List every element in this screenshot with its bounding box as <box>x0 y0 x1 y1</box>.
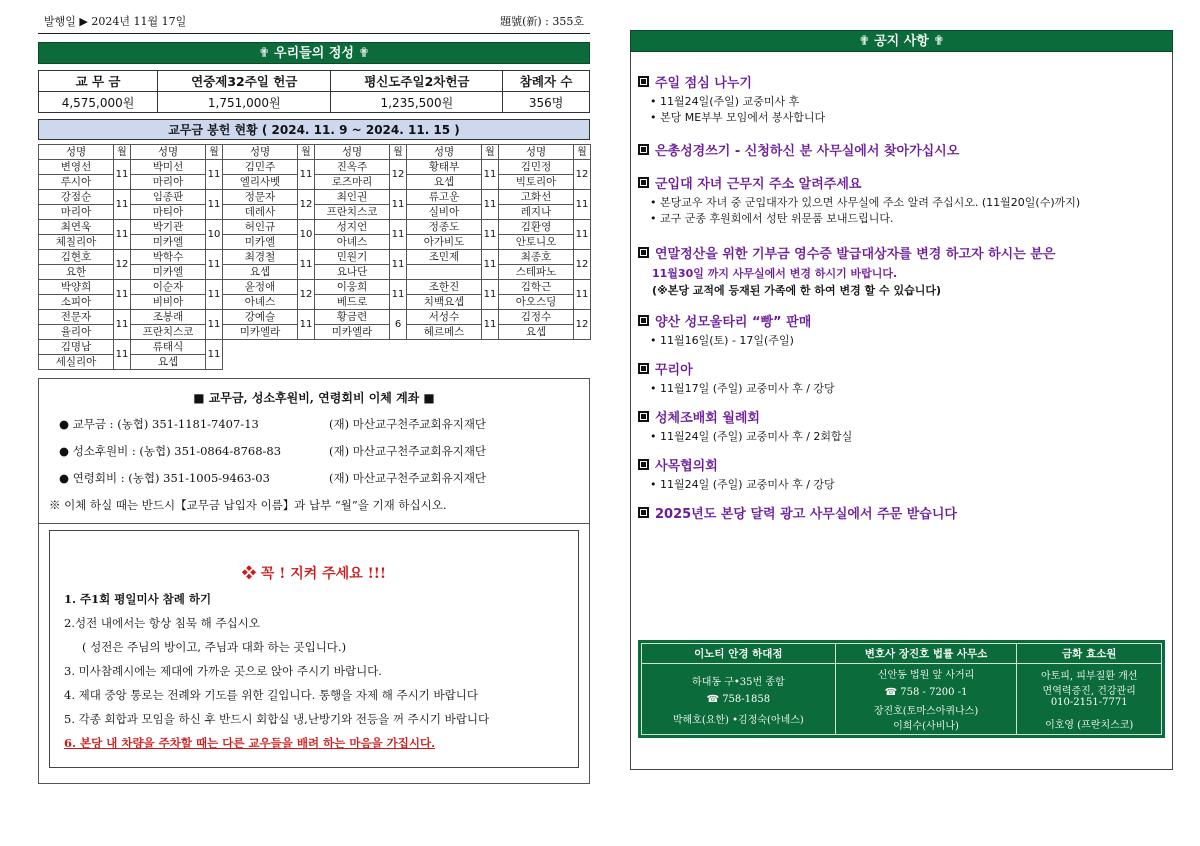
member-name: 변영선 <box>39 160 114 175</box>
square-bullet-icon <box>638 363 649 374</box>
member-baptismal-name: 요셉 <box>407 175 482 190</box>
member-name: 서성수 <box>407 310 482 325</box>
member-baptismal-name: 안토니오 <box>499 235 574 250</box>
col-header-name: 성명 <box>407 145 482 160</box>
rule-item: 3. 미사참례시에는 제대에 가까운 곳으로 앉아 주시기 바랍니다. <box>64 664 382 678</box>
member-month: 11 <box>482 280 499 310</box>
square-bullet-icon <box>638 411 649 422</box>
member-month: 11 <box>114 220 131 250</box>
member-name: 고화선 <box>499 190 574 205</box>
member-month: 12 <box>574 250 591 280</box>
member-name: 민원기 <box>315 250 390 265</box>
ad-line: 박해호(요한) •김정숙(아녜스) <box>672 714 804 726</box>
notice-heading-text: 2025년도 본당 달력 광고 사무실에서 주문 받습니다 <box>655 507 957 522</box>
member-baptismal-name: 로즈마리 <box>315 175 390 190</box>
rule-item: 4. 제대 중앙 통로는 전례와 기도를 위한 길입니다. 통행을 자제 해 주시기 바랍니다 <box>64 688 478 702</box>
member-baptismal-name: 미카엘 <box>131 235 206 250</box>
notice-detail: • 11월24일(주일) 교중미사 후 <box>650 94 1165 110</box>
member-baptismal-name: 세실리아 <box>39 355 114 370</box>
member-name: 최경철 <box>223 250 298 265</box>
member-month: 12 <box>298 190 315 220</box>
ad-line: 이호영 (프란치스코) <box>1045 720 1134 731</box>
account-number: ● 성소후원비 : (농협) 351-0864-8768-83 <box>59 444 282 458</box>
member-month: 11 <box>482 160 499 190</box>
member-baptismal-name: 마티아 <box>131 205 206 220</box>
rules-outer <box>38 524 590 784</box>
ad-header: 이노티 안경 하대점 <box>642 644 836 664</box>
member-month: 12 <box>574 310 591 340</box>
offering-header: 교 무 금 <box>39 71 158 92</box>
ad-line: ☎ 758 - 7200 -1 <box>884 687 968 698</box>
notice-item <box>638 359 1165 397</box>
member-baptismal-name: 비비아 <box>131 295 206 310</box>
col-header-month: 월 <box>482 145 499 160</box>
member-month: 11 <box>114 340 131 370</box>
notice-item <box>638 173 1165 227</box>
member-name: 박기관 <box>131 220 206 235</box>
member-baptismal-name: 프란치스코 <box>131 325 206 340</box>
notice-heading <box>638 311 1165 330</box>
member-month: 11 <box>390 280 407 310</box>
member-name: 박미선 <box>131 160 206 175</box>
rule-item: 2.성전 내에서는 항상 침묵 해 주십시오 <box>64 616 260 630</box>
left-column <box>38 8 590 784</box>
notice-detail: • 본당 ME부부 모임에서 봉사합니다 <box>650 110 1165 126</box>
member-month: 11 <box>206 310 223 340</box>
member-name: 조한진 <box>407 280 482 295</box>
notice-heading <box>638 173 1165 192</box>
offering-header: 참례자 수 <box>503 71 590 92</box>
member-baptismal-name <box>407 265 482 280</box>
offering-list-title: 교무금 봉헌 현황 ( 2024. 11. 9 ~ 2024. 11. 15 ) <box>38 119 590 140</box>
col-header-month: 월 <box>114 145 131 160</box>
col-header-name: 성명 <box>499 145 574 160</box>
member-baptismal-name: 미카엘 <box>223 235 298 250</box>
member-month: 11 <box>390 250 407 280</box>
notice-heading-text: 꾸리아 <box>655 363 693 378</box>
member-name: 류고운 <box>407 190 482 205</box>
member-name: 이웅희 <box>315 280 390 295</box>
member-name: 김학근 <box>499 280 574 295</box>
col-header-month: 월 <box>298 145 315 160</box>
member-name: 황금련 <box>315 310 390 325</box>
member-baptismal-name: 요셉 <box>499 325 574 340</box>
notice-item <box>638 455 1165 493</box>
member-baptismal-name: 베드로 <box>315 295 390 310</box>
col-header-month: 월 <box>390 145 407 160</box>
rule-item: 5. 각종 회합과 모임을 하신 후 반드시 회합실 냉,난방기와 전등을 꺼 주시기 바랍니다 <box>64 712 490 726</box>
member-month: 11 <box>206 250 223 280</box>
account-number: ● 연령회비 : (농협) 351-1005-9463-03 <box>59 471 270 485</box>
member-month: 12 <box>114 250 131 280</box>
col-header-name: 성명 <box>315 145 390 160</box>
notice-detail: • 11월24일 (주일) 교중미사 후 / 강당 <box>650 477 1165 493</box>
offering-title-bar: ✟ 우리들의 정성 ✟ <box>38 42 590 64</box>
member-baptismal-name: 레지나 <box>499 205 574 220</box>
notice-heading <box>638 243 1165 262</box>
member-name: 임종판 <box>131 190 206 205</box>
col-header-name: 성명 <box>131 145 206 160</box>
ad-line: ☎ 758-1858 <box>706 693 771 705</box>
rule-item: 6. 본당 내 차량을 주차할 때는 다른 교우들을 배려 하는 마음을 가집시다. <box>64 736 436 750</box>
notice-item <box>638 72 1165 126</box>
member-baptismal-name: 미카엘라 <box>315 325 390 340</box>
member-month: 10 <box>298 220 315 250</box>
offering-value: 1,751,000원 <box>158 92 331 113</box>
notice-heading <box>638 455 1165 474</box>
member-baptismal-name: 빅토리아 <box>499 175 574 190</box>
member-baptismal-name: 아녜스 <box>223 295 298 310</box>
notice-subheading: 11월30일 까지 사무실에서 변경 하시기 바랍니다. <box>652 267 898 280</box>
account-box <box>38 378 590 524</box>
member-month: 12 <box>298 280 315 310</box>
account-title: ■ 교무금, 성소후원비, 연령회비 이체 계좌 ■ <box>193 391 435 405</box>
member-baptismal-name: 요나단 <box>315 265 390 280</box>
col-header-name: 성명 <box>223 145 298 160</box>
square-bullet-icon <box>638 315 649 326</box>
ad-line: 장진호(토마스아퀴나스) <box>873 706 979 717</box>
col-header-month: 월 <box>574 145 591 160</box>
member-baptismal-name: 요셉 <box>131 355 206 370</box>
notice-heading-text: 양산 성모울타리 “빵” 판매 <box>655 315 812 330</box>
member-name: 김민정 <box>499 160 574 175</box>
notice-item <box>638 311 1165 349</box>
member-month: 11 <box>390 220 407 250</box>
issue-date: 발행일 ▶ 2024년 11월 17일 <box>44 14 187 28</box>
col-header-month: 월 <box>206 145 223 160</box>
member-month: 11 <box>482 190 499 220</box>
notice-note: (※본당 교적에 등재된 가족에 한 하여 변경 할 수 있습니다) <box>652 284 941 297</box>
member-name: 김환영 <box>499 220 574 235</box>
notice-heading-text: 사목협의회 <box>655 459 718 474</box>
ad-line: 신안동 법원 앞 사거리 <box>877 670 975 681</box>
member-month: 11 <box>574 190 591 220</box>
member-month: 11 <box>298 310 315 340</box>
ad-header: 금화 효소원 <box>1017 644 1162 664</box>
member-baptismal-name: 요셉 <box>223 265 298 280</box>
square-bullet-icon <box>638 507 649 518</box>
ad-cell <box>1017 664 1162 735</box>
member-baptismal-name: 마리아 <box>39 205 114 220</box>
member-month: 11 <box>114 310 131 340</box>
member-month: 6 <box>390 310 407 340</box>
rule-item: 1. 주1회 평일미사 참례 하기 <box>64 592 212 606</box>
member-month: 11 <box>574 280 591 310</box>
empty-cell <box>223 340 591 370</box>
notice-detail: • 11월24일 (주일) 교중미사 후 / 2회합실 <box>650 429 1165 445</box>
square-bullet-icon <box>638 76 649 87</box>
notice-item <box>638 140 1165 159</box>
member-month: 11 <box>482 220 499 250</box>
member-name: 최인권 <box>315 190 390 205</box>
member-name: 정문자 <box>223 190 298 205</box>
offering-header: 평신도주일2차헌금 <box>331 71 503 92</box>
member-baptismal-name: 헤르메스 <box>407 325 482 340</box>
square-bullet-icon <box>638 459 649 470</box>
member-month: 11 <box>298 160 315 190</box>
notice-heading <box>638 359 1165 378</box>
member-baptismal-name: 치백요셉 <box>407 295 482 310</box>
notice-detail: • 교구 군종 후원회에서 성탄 위문품 보내드립니다. <box>650 211 1165 227</box>
member-baptismal-name: 미카엘라 <box>223 325 298 340</box>
ad-line: 이희수(사비나) <box>893 721 959 732</box>
member-month: 12 <box>390 160 407 190</box>
notice-item <box>638 243 1165 299</box>
notice-detail: • 본당교우 자녀 중 군입대자가 있으면 사무실에 주소 알려 주십시오. (11월20일(수)까지) <box>650 195 1165 211</box>
member-baptismal-name: 프란치스코 <box>315 205 390 220</box>
col-header-name: 성명 <box>39 145 114 160</box>
square-bullet-icon <box>638 144 649 155</box>
member-baptismal-name: 마리아 <box>131 175 206 190</box>
member-baptismal-name: 체칠리아 <box>39 235 114 250</box>
member-month: 11 <box>390 190 407 220</box>
ad-line: 아토피, 피부질환 개선 <box>1040 671 1138 682</box>
notice-detail: • 11월16일(토) - 17일(주일) <box>650 333 1165 349</box>
member-baptismal-name: 아녜스 <box>315 235 390 250</box>
square-bullet-icon <box>638 177 649 188</box>
notice-list <box>638 72 1165 522</box>
notice-heading <box>638 72 1165 91</box>
member-name: 성지언 <box>315 220 390 235</box>
ads-box <box>638 640 1165 738</box>
member-name: 김정수 <box>499 310 574 325</box>
member-name: 김민주 <box>223 160 298 175</box>
member-baptismal-name: 아오스딩 <box>499 295 574 310</box>
member-name: 이순자 <box>131 280 206 295</box>
notice-heading-text: 주일 점심 나누기 <box>655 76 752 91</box>
account-owner: (재) 마산교구천주교회유지재단 <box>329 417 487 431</box>
account-line <box>59 416 579 432</box>
member-month: 11 <box>206 280 223 310</box>
notice-heading-text: 군입대 자녀 근무지 주소 알려주세요 <box>655 177 862 192</box>
ad-header: 변호사 장진호 법률 사무소 <box>835 644 1017 664</box>
member-name: 조민제 <box>407 250 482 265</box>
ad-line: 면역력증진, 건강관리 <box>1042 686 1136 697</box>
member-name: 박학수 <box>131 250 206 265</box>
member-baptismal-name: 소피아 <box>39 295 114 310</box>
notice-frame <box>630 52 1173 770</box>
member-name: 최종호 <box>499 250 574 265</box>
notice-title-bar: ✟ 공지 사항 ✟ <box>630 30 1173 52</box>
notice-item <box>638 503 1165 522</box>
notice-heading-text: 은총성경쓰기 - 신청하신 분 사무실에서 찾아가십시오 <box>655 144 960 159</box>
member-month: 11 <box>574 220 591 250</box>
right-column <box>630 30 1173 770</box>
member-name: 김명남 <box>39 340 114 355</box>
offering-header: 연중제32주일 헌금 <box>158 71 331 92</box>
ad-line: 하대동 구•35번 종합 <box>692 676 785 688</box>
member-baptismal-name: 실비아 <box>407 205 482 220</box>
member-name: 허인규 <box>223 220 298 235</box>
member-baptismal-name: 스테파노 <box>499 265 574 280</box>
member-month: 11 <box>298 250 315 280</box>
member-month: 11 <box>482 310 499 340</box>
rule-item: ( 성전은 주님의 방이고, 주님과 대화 하는 곳입니다.) <box>82 640 347 654</box>
offering-value: 4,575,000원 <box>39 92 158 113</box>
offering-names-table <box>38 144 591 370</box>
member-month: 11 <box>114 190 131 220</box>
member-baptismal-name: 율리아 <box>39 325 114 340</box>
member-name: 김현호 <box>39 250 114 265</box>
publication-header <box>38 8 590 34</box>
member-baptismal-name: 루시아 <box>39 175 114 190</box>
member-baptismal-name: 요한 <box>39 265 114 280</box>
member-name: 강예슬 <box>223 310 298 325</box>
member-name: 류태식 <box>131 340 206 355</box>
square-bullet-icon <box>638 247 649 258</box>
issue-number: 題號(新) : 355호 <box>500 14 584 28</box>
account-line <box>59 470 579 486</box>
member-month: 11 <box>206 190 223 220</box>
account-number: ● 교무금 : (농협) 351-1181-7407-13 <box>59 417 259 431</box>
notice-item <box>638 407 1165 445</box>
member-month: 10 <box>206 220 223 250</box>
member-month: 11 <box>114 160 131 190</box>
member-month: 11 <box>482 250 499 280</box>
notice-heading-text: 성체조배회 월례회 <box>655 411 760 426</box>
account-note: ※ 이체 하실 때는 반드시【교무금 납입자 이름】과 납부 “월”을 기재 하십시오. <box>49 498 447 512</box>
offering-summary-table <box>38 70 590 113</box>
member-baptismal-name: 엘리사벳 <box>223 175 298 190</box>
offering-value: 356명 <box>503 92 590 113</box>
ad-cell <box>642 664 836 735</box>
member-name: 황태부 <box>407 160 482 175</box>
account-line <box>59 443 579 459</box>
ad-cell <box>835 664 1017 735</box>
notice-heading-text: 연말정산을 위한 기부금 영수증 발급대상자를 변경 하고자 하시는 분은 <box>655 247 1056 262</box>
member-name: 조봉래 <box>131 310 206 325</box>
member-name: 윤정애 <box>223 280 298 295</box>
notice-heading <box>638 503 1165 522</box>
member-month: 11 <box>114 280 131 310</box>
account-owner: (재) 마산교구천주교회유지재단 <box>329 444 487 458</box>
notice-heading <box>638 407 1165 426</box>
member-month: 11 <box>206 340 223 370</box>
ads-table <box>641 643 1162 735</box>
member-name: 정종도 <box>407 220 482 235</box>
member-name: 최연욱 <box>39 220 114 235</box>
member-name: 전문자 <box>39 310 114 325</box>
notice-heading <box>638 140 1165 159</box>
member-name: 진옥주 <box>315 160 390 175</box>
ad-line: 010-2151-7771 <box>1050 697 1128 708</box>
notice-detail: • 11월17일 (주일) 교중미사 후 / 강당 <box>650 381 1165 397</box>
offering-value: 1,235,500원 <box>331 92 503 113</box>
member-baptismal-name: 아가비도 <box>407 235 482 250</box>
rules-box <box>49 530 579 768</box>
member-month: 11 <box>206 160 223 190</box>
account-owner: (재) 마산교구천주교회유지재단 <box>329 471 487 485</box>
member-baptismal-name: 미카엘 <box>131 265 206 280</box>
member-baptismal-name: 데레사 <box>223 205 298 220</box>
member-month: 12 <box>574 160 591 190</box>
member-name: 박양희 <box>39 280 114 295</box>
member-name: 강점순 <box>39 190 114 205</box>
rules-title: ❖ 꼭 ! 지켜 주세요 !!! <box>241 566 387 582</box>
